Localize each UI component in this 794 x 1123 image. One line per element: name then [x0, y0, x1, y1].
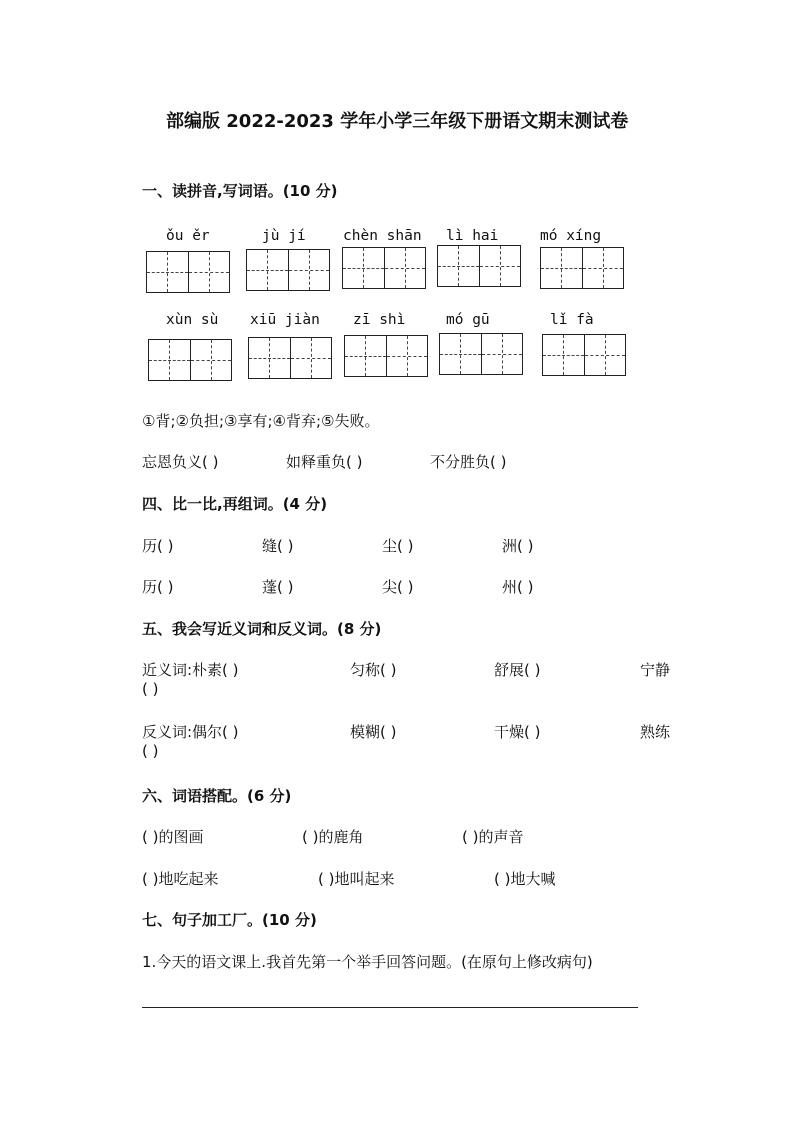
pinyin-label: xiū jiàn — [250, 312, 320, 328]
page-title: 部编版 2022-2023 学年小学三年级下册语文期末测试卷 — [166, 111, 629, 132]
collocation-blank[interactable]: ( )地叫起来 — [318, 870, 395, 888]
pinyin-label: ǒu ěr — [166, 228, 210, 244]
synonym-word: 宁静 — [640, 661, 671, 679]
question-1: 1.今天的语文课上.我首先第一个举手回答问题。(在原句上修改病句) — [142, 953, 593, 971]
collocation-blank[interactable]: ( )的图画 — [142, 828, 204, 846]
word-blank[interactable]: 历( ) — [142, 578, 174, 596]
pinyin-label: lǐ fà — [550, 312, 594, 328]
antonym-blank[interactable]: 反义词:偶尔( ) — [142, 723, 239, 741]
section-7-heading: 七、句子加工厂。(10 分) — [142, 911, 317, 929]
collocation-blank[interactable]: ( )地吃起来 — [142, 870, 219, 888]
writing-grid[interactable] — [246, 249, 330, 291]
writing-grid[interactable] — [540, 247, 624, 289]
writing-grid[interactable] — [439, 333, 523, 375]
collocation-blank[interactable]: ( )的鹿角 — [302, 828, 364, 846]
word-blank[interactable]: 历( ) — [142, 537, 174, 555]
antonym-word: 熟练 — [640, 723, 671, 741]
antonym-blank[interactable]: 干燥( ) — [494, 723, 541, 741]
pinyin-label: lì hai — [446, 228, 499, 244]
collocation-blank[interactable]: ( )地大喊 — [494, 870, 556, 888]
writing-grid[interactable] — [437, 245, 521, 287]
word-blank[interactable]: 蓬( ) — [262, 578, 294, 596]
writing-grid[interactable] — [342, 247, 426, 289]
writing-grid[interactable] — [344, 335, 428, 377]
synonym-blank[interactable]: 匀称( ) — [350, 661, 397, 679]
collocation-blank[interactable]: ( )的声音 — [462, 828, 524, 846]
word-blank[interactable]: 缝( ) — [262, 537, 294, 555]
section-4-heading: 四、比一比,再组词。(4 分) — [142, 495, 328, 513]
pinyin-label: chèn shān — [343, 228, 422, 244]
pinyin-label: xùn sù — [166, 312, 219, 328]
pinyin-label: mó xíng — [540, 228, 602, 244]
section-1-heading: 一、读拼音,写词语。(10 分) — [142, 182, 338, 200]
antonym-blank[interactable]: ( ) — [142, 742, 159, 760]
synonym-blank[interactable]: 舒展( ) — [494, 661, 541, 679]
pinyin-label: zī shì — [353, 312, 406, 328]
section-6-heading: 六、词语搭配。(6 分) — [142, 787, 292, 805]
idiom-blank[interactable]: 忘恩负义( ) — [142, 453, 219, 471]
word-blank[interactable]: 尘( ) — [382, 537, 414, 555]
synonym-blank[interactable]: 近义词:朴素( ) — [142, 661, 239, 679]
word-blank[interactable]: 尖( ) — [382, 578, 414, 596]
writing-grid[interactable] — [146, 251, 230, 293]
word-blank[interactable]: 州( ) — [502, 578, 534, 596]
options-list: ①背;②负担;③享有;④背弃;⑤失败。 — [142, 412, 380, 430]
word-blank[interactable]: 洲( ) — [502, 537, 534, 555]
pinyin-label: mó gū — [446, 312, 490, 328]
synonym-blank[interactable]: ( ) — [142, 680, 159, 698]
writing-grid[interactable] — [542, 334, 626, 376]
section-5-heading: 五、我会写近义词和反义词。(8 分) — [142, 620, 382, 638]
answer-line[interactable] — [142, 1007, 638, 1008]
writing-grid[interactable] — [148, 339, 232, 381]
antonym-blank[interactable]: 模糊( ) — [350, 723, 397, 741]
writing-grid[interactable] — [248, 337, 332, 379]
pinyin-label: jù jí — [262, 228, 306, 244]
idiom-blank[interactable]: 如释重负( ) — [286, 453, 363, 471]
idiom-blank[interactable]: 不分胜负( ) — [430, 453, 507, 471]
